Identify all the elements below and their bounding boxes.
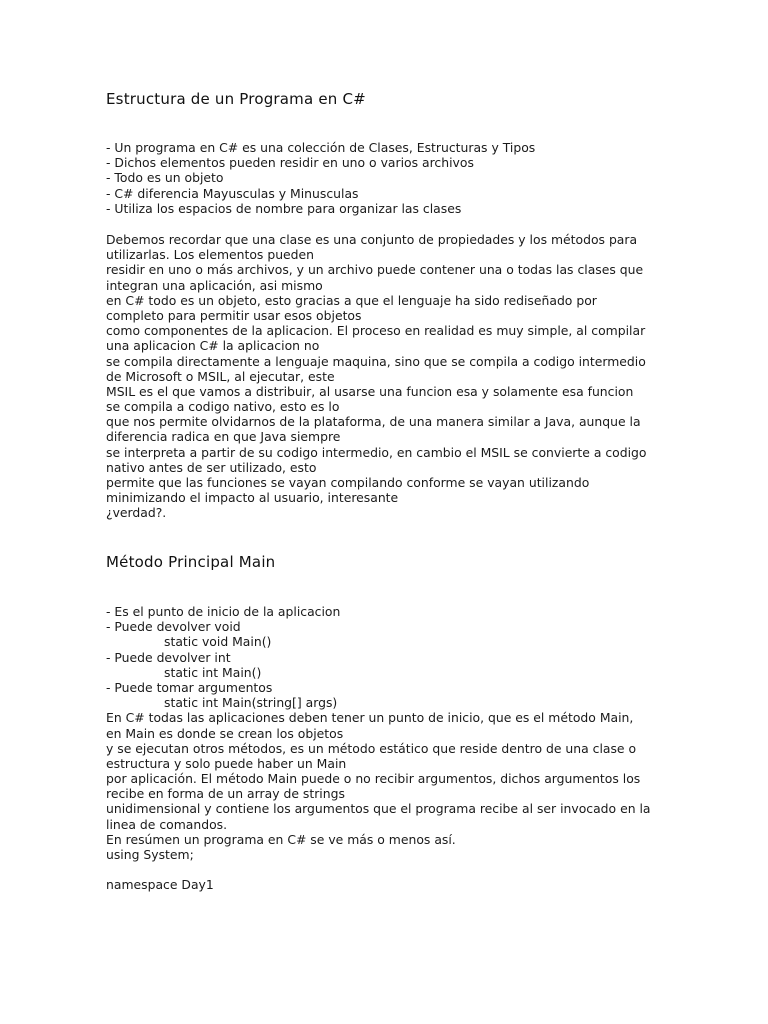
section-title-estructura: Estructura de un Programa en C#: [106, 90, 366, 108]
code-signature: static int Main(string[] args): [164, 695, 338, 711]
code-line: namespace Day1: [106, 877, 214, 893]
paragraph-line: permite que las funciones se vayan compilando conforme se vayan utilizando: [106, 475, 590, 490]
paragraph-line: que nos permite olvidarnos de la plataforma, de una manera similar a Java, aunque la: [106, 414, 641, 430]
paragraph-line: Debemos recordar que una clase es una conjunto de propiedades y los métodos para: [106, 232, 638, 247]
paragraph-line: en Main es donde se crean los objetos: [106, 725, 344, 741]
paragraph-line: y se ejecutan otros métodos, es un método estático que reside dentro de una clase o: [106, 740, 637, 756]
code-signature: static void Main(): [164, 634, 272, 650]
list-item: - Un programa en C# es una colección de Clases, Estructuras y Tipos: [106, 140, 536, 155]
paragraph-line: recibe en forma de un array de strings: [106, 786, 345, 802]
paragraph-line: MSIL es el que vamos a distribuir, al usarse una funcion esa y solamente esa funcion: [106, 383, 634, 399]
intro-paragraph: [106, 232, 666, 521]
list-item: - Dichos elementos pueden residir en uno o varios archivos: [106, 155, 474, 171]
paragraph-line: En C# todas las aplicaciones deben tener un punto de inicio, que es el método Main,: [106, 710, 634, 726]
paragraph-line: estructura y solo puede haber un Main: [106, 755, 347, 771]
paragraph-line: de Microsoft o MSIL, al ejecutar, este: [106, 368, 335, 384]
paragraph-line: se interpreta a partir de su codigo intermedio, en cambio el MSIL se convierte a codigo: [106, 444, 647, 460]
feature-list: [106, 140, 666, 216]
paragraph-line: una aplicacion C# la aplicacion no: [106, 338, 320, 354]
code-line: using System;: [106, 847, 194, 862]
list-item: - Puede devolver void: [106, 619, 241, 635]
list-item: - C# diferencia Mayusculas y Minusculas: [106, 185, 359, 201]
paragraph-line: minimizando el impacto al usuario, interesante: [106, 490, 399, 506]
paragraph-line: unidimensional y contiene los argumentos que el programa recibe al ser invocado en la: [106, 801, 651, 817]
blank-line: [106, 862, 666, 877]
list-item: - Es el punto de inicio de la aplicacion: [106, 604, 341, 619]
list-item: - Puede devolver int: [106, 649, 231, 665]
main-method-list: [106, 604, 666, 893]
paragraph-line: residir en uno o más archivos, y un archivo puede contener una o todas las clases que: [106, 262, 644, 278]
paragraph-line: completo para permitir usar esos objetos: [106, 307, 362, 323]
paragraph-line: integran una aplicación, asi mismo: [106, 277, 323, 293]
paragraph-line: ¿verdad?.: [106, 505, 167, 521]
paragraph-line: nativo antes de ser utilizado, esto: [106, 459, 317, 475]
list-item: - Puede tomar argumentos: [106, 679, 273, 695]
paragraph-line: por aplicación. El método Main puede o no recibir argumentos, dichos argumentos los: [106, 771, 641, 787]
list-item: - Todo es un objeto: [106, 170, 224, 186]
paragraph-line: se compila a codigo nativo, esto es lo: [106, 399, 340, 415]
code-signature: static int Main(): [164, 664, 262, 680]
paragraph-line: se compila directamente a lenguaje maquina, sino que se compila a codigo intermedio: [106, 353, 646, 369]
paragraph-line: como componentes de la aplicacion. El proceso en realidad es muy simple, al compilar: [106, 323, 646, 339]
paragraph-line: utilizarlas. Los elementos pueden: [106, 247, 315, 263]
paragraph-line: diferencia radica en que Java siempre: [106, 429, 341, 445]
paragraph-line: en C# todo es un objeto, esto gracias a que el lenguaje ha sido rediseñado por: [106, 292, 597, 308]
paragraph-line: En resúmen un programa en C# se ve más o menos así.: [106, 831, 456, 847]
list-item: - Utiliza los espacios de nombre para organizar las clases: [106, 200, 462, 216]
paragraph-line: linea de comandos.: [106, 816, 228, 832]
section-title-main: Método Principal Main: [106, 553, 276, 571]
